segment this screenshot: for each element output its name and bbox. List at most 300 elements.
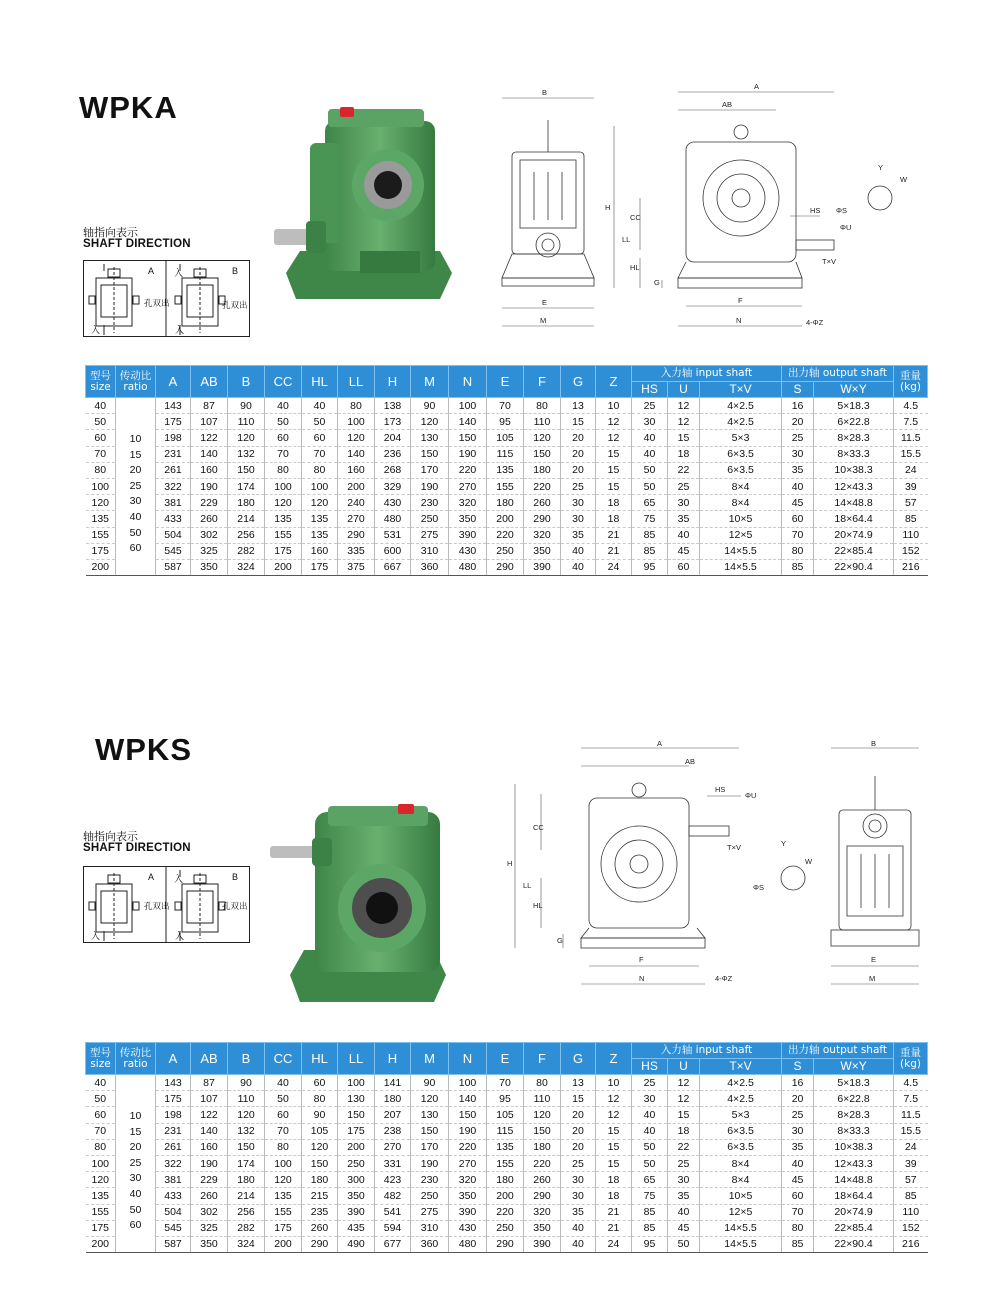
table-cell: 50 <box>668 1236 700 1252</box>
th-ab: AB <box>191 1043 228 1075</box>
table-cell: 261 <box>156 462 191 478</box>
table-cell: 15 <box>668 430 700 446</box>
table-cell: 100 <box>265 1155 302 1171</box>
cell-size: 175 <box>86 1220 116 1236</box>
table-cell: 10×38.3 <box>814 1139 894 1155</box>
dim-m: M <box>540 316 547 325</box>
table-cell: 80 <box>524 1075 561 1091</box>
table-cell: 50 <box>302 414 338 430</box>
table-row <box>86 527 928 543</box>
table-cell: 322 <box>156 478 191 494</box>
table-cell: 15 <box>596 1123 632 1139</box>
table-cell: 160 <box>191 1139 228 1155</box>
table-cell: 12 <box>668 1075 700 1091</box>
table-cell: 150 <box>524 446 561 462</box>
table-cell: 433 <box>156 1188 191 1204</box>
table-cell: 40 <box>302 398 338 414</box>
table-cell: 140 <box>449 414 487 430</box>
table-cell: 40 <box>668 527 700 543</box>
dim-s: ΦS <box>753 883 764 892</box>
table-cell: 240 <box>338 495 375 511</box>
table-row <box>86 478 928 494</box>
table-cell: 35 <box>668 511 700 527</box>
table-cell: 545 <box>156 1220 191 1236</box>
table-cell: 135 <box>302 527 338 543</box>
shaft-direction-en: SHAFT DIRECTION <box>83 238 191 250</box>
table-cell: 587 <box>156 1236 191 1252</box>
table-cell: 600 <box>375 543 411 559</box>
th-cc: CC <box>265 1043 302 1075</box>
table-cell: 6×3.5 <box>700 462 782 478</box>
table-cell: 15 <box>596 478 632 494</box>
table-cell: 60 <box>668 559 700 575</box>
shaft-direction-en: SHAFT DIRECTION <box>83 842 191 854</box>
cell-size: 155 <box>86 1204 116 1220</box>
table-cell: 110 <box>228 1091 265 1107</box>
table-cell: 236 <box>375 446 411 462</box>
table-cell: 100 <box>449 1075 487 1091</box>
table-row <box>86 1220 928 1236</box>
table-cell: 229 <box>191 495 228 511</box>
cell-size: 135 <box>86 511 116 527</box>
table-cell: 11.5 <box>894 430 928 446</box>
table-cell: 40 <box>782 1155 814 1171</box>
table-cell: 238 <box>375 1123 411 1139</box>
table-cell: 50 <box>265 414 302 430</box>
table-cell: 335 <box>338 543 375 559</box>
table-cell: 140 <box>191 1123 228 1139</box>
table-cell: 180 <box>302 1172 338 1188</box>
dim-hl: HL <box>630 263 640 272</box>
table-row <box>86 1172 928 1188</box>
table-cell: 15 <box>596 1139 632 1155</box>
table-cell: 95 <box>487 1091 524 1107</box>
dim-f: F <box>639 955 644 964</box>
table-cell: 14×5.5 <box>700 1220 782 1236</box>
table-cell: 21 <box>596 1220 632 1236</box>
table-cell: 256 <box>228 527 265 543</box>
table-cell: 4×2.5 <box>700 398 782 414</box>
table-cell: 390 <box>449 527 487 543</box>
table-cell: 110 <box>524 414 561 430</box>
table-cell: 120 <box>524 430 561 446</box>
dim-w: W <box>900 175 908 184</box>
table-cell: 150 <box>449 1107 487 1123</box>
table-cell: 302 <box>191 1204 228 1220</box>
table-cell: 250 <box>487 543 524 559</box>
table-cell: 21 <box>596 1204 632 1220</box>
table-cell: 290 <box>487 1236 524 1252</box>
table-cell: 18 <box>596 1172 632 1188</box>
table-cell: 21 <box>596 543 632 559</box>
table-cell: 12 <box>668 398 700 414</box>
th-ab: AB <box>191 366 228 398</box>
table-cell: 45 <box>782 495 814 511</box>
table-cell: 190 <box>449 1123 487 1139</box>
table-cell: 270 <box>375 1139 411 1155</box>
table-cell: 122 <box>191 1107 228 1123</box>
table-cell: 122 <box>191 430 228 446</box>
table-cell: 80 <box>524 398 561 414</box>
table-cell: 45 <box>668 543 700 559</box>
table-cell: 100 <box>338 414 375 430</box>
table-cell: 14×5.5 <box>700 559 782 575</box>
table-cell: 40 <box>632 1123 668 1139</box>
table-cell: 390 <box>524 1236 561 1252</box>
table-cell: 87 <box>191 398 228 414</box>
dim-a: A <box>657 739 663 748</box>
table-cell: 150 <box>524 1123 561 1139</box>
direction-label-in: 入 <box>174 874 184 884</box>
table-cell: 95 <box>487 414 524 430</box>
table-cell: 10 <box>596 398 632 414</box>
table-cell: 220 <box>487 527 524 543</box>
table-cell: 198 <box>156 1107 191 1123</box>
table-cell: 80 <box>302 1091 338 1107</box>
table-cell: 40 <box>265 398 302 414</box>
th-b: B <box>228 1043 265 1075</box>
table-cell: 40 <box>632 1107 668 1123</box>
table-cell: 25 <box>668 478 700 494</box>
table-cell: 85 <box>632 1204 668 1220</box>
th-z: Z <box>596 1043 632 1075</box>
table-cell: 12×43.3 <box>814 478 894 494</box>
table-cell: 120 <box>265 1172 302 1188</box>
table-cell: 6×3.5 <box>700 446 782 462</box>
th-weight <box>894 1043 928 1075</box>
table-cell: 190 <box>411 1155 449 1171</box>
table-row <box>86 1075 928 1091</box>
table-cell: 25 <box>782 430 814 446</box>
cell-size: 70 <box>86 1123 116 1139</box>
cell-size: 120 <box>86 495 116 511</box>
table-cell: 120 <box>228 1107 265 1123</box>
table-cell: 115 <box>487 1123 524 1139</box>
table-cell: 235 <box>302 1204 338 1220</box>
table-cell: 25 <box>561 478 596 494</box>
table-cell: 160 <box>191 462 228 478</box>
table-cell: 8×28.3 <box>814 430 894 446</box>
table-row <box>86 1204 928 1220</box>
table-row <box>86 1123 928 1139</box>
table-cell: 350 <box>338 1188 375 1204</box>
table-cell: 12 <box>596 1091 632 1107</box>
table-cell: 290 <box>487 559 524 575</box>
table-row <box>86 543 928 559</box>
dim-cc: CC <box>630 213 641 222</box>
table-cell: 75 <box>632 511 668 527</box>
table-cell: 290 <box>524 511 561 527</box>
th-h: H <box>375 366 411 398</box>
dim-b: B <box>542 88 548 97</box>
table-cell: 90 <box>411 398 449 414</box>
dim-z: 4-ΦZ <box>806 318 824 327</box>
table-cell: 22×85.4 <box>814 1220 894 1236</box>
table-row <box>86 495 928 511</box>
table-cell: 152 <box>894 1220 928 1236</box>
table-cell: 170 <box>411 462 449 478</box>
table-cell: 40 <box>561 1220 596 1236</box>
table-cell: 18 <box>596 1188 632 1204</box>
table-cell: 75 <box>632 1188 668 1204</box>
table-cell: 15 <box>561 1091 596 1107</box>
table-cell: 200 <box>487 511 524 527</box>
table-cell: 22×90.4 <box>814 1236 894 1252</box>
table-cell: 120 <box>302 495 338 511</box>
table-cell: 360 <box>411 559 449 575</box>
th-ratio <box>116 1043 156 1075</box>
table-cell: 20 <box>561 1123 596 1139</box>
table-cell: 30 <box>782 1123 814 1139</box>
table-cell: 216 <box>894 559 928 575</box>
dim-u: ΦU <box>840 223 852 232</box>
table-cell: 10×5 <box>700 511 782 527</box>
table-cell: 30 <box>632 414 668 430</box>
th-a: A <box>156 1043 191 1075</box>
table-cell: 220 <box>449 1139 487 1155</box>
cell-ratio: 10 15 20 25 30 40 50 60 <box>116 1091 156 1253</box>
table-cell: 90 <box>302 1107 338 1123</box>
table-cell: 40 <box>668 1204 700 1220</box>
table-cell: 57 <box>894 495 928 511</box>
table-cell: 35 <box>782 1139 814 1155</box>
table-cell: 310 <box>411 543 449 559</box>
cell-size: 100 <box>86 478 116 494</box>
th-ratio-cn: 传动比 <box>119 369 152 382</box>
th-cc: CC <box>265 366 302 398</box>
table-cell: 140 <box>338 446 375 462</box>
table-cell: 480 <box>449 559 487 575</box>
table-cell: 8×4 <box>700 478 782 494</box>
table-cell: 70 <box>487 1075 524 1091</box>
th-s: S <box>782 1059 814 1075</box>
table-cell: 381 <box>156 1172 191 1188</box>
th-ratio-en: ratio <box>123 1057 148 1070</box>
table-cell: 135 <box>302 511 338 527</box>
table-cell: 135 <box>487 462 524 478</box>
cell-size: 155 <box>86 527 116 543</box>
dim-tv: T×V <box>727 843 741 852</box>
wpka-spec-table <box>85 365 928 576</box>
table-cell: 60 <box>302 1075 338 1091</box>
table-cell: 85 <box>632 527 668 543</box>
table-cell: 8×4 <box>700 495 782 511</box>
table-cell: 180 <box>375 1091 411 1107</box>
table-cell: 230 <box>411 1172 449 1188</box>
table-cell: 587 <box>156 559 191 575</box>
table-cell: 60 <box>302 430 338 446</box>
table-cell: 14×5.5 <box>700 543 782 559</box>
dim-y: Y <box>781 839 787 848</box>
table-cell: 25 <box>561 1155 596 1171</box>
cell-size: 40 <box>86 1075 116 1091</box>
table-cell: 24 <box>894 462 928 478</box>
table-cell: 10×5 <box>700 1188 782 1204</box>
table-cell: 290 <box>524 1188 561 1204</box>
th-output-shaft: 出力轴 output shaft <box>782 366 894 382</box>
table-cell: 150 <box>228 462 265 478</box>
table-cell: 120 <box>338 430 375 446</box>
table-cell: 12×5 <box>700 527 782 543</box>
table-cell: 15 <box>596 446 632 462</box>
table-cell: 16 <box>782 1075 814 1091</box>
cell-ratio: 10 15 20 25 30 40 50 60 <box>116 414 156 576</box>
th-ratio-en: ratio <box>123 380 148 393</box>
table-cell: 85 <box>894 1188 928 1204</box>
table-cell: 120 <box>265 495 302 511</box>
table-cell: 95 <box>632 559 668 575</box>
table-cell: 8×33.3 <box>814 1123 894 1139</box>
table-cell: 12×43.3 <box>814 1155 894 1171</box>
th-s: S <box>782 382 814 398</box>
th-a: A <box>156 366 191 398</box>
table-cell: 6×22.8 <box>814 1091 894 1107</box>
table-cell: 545 <box>156 543 191 559</box>
table-cell: 11.5 <box>894 1107 928 1123</box>
table-cell: 390 <box>524 559 561 575</box>
dim-ll: LL <box>523 881 532 890</box>
table-cell: 57 <box>894 1172 928 1188</box>
table-cell: 310 <box>411 1220 449 1236</box>
cell-size: 120 <box>86 1172 116 1188</box>
wpka-table-body <box>86 398 928 576</box>
table-cell: 138 <box>375 398 411 414</box>
table-cell: 325 <box>191 543 228 559</box>
dim-h: H <box>507 859 513 868</box>
table-cell: 70 <box>782 1204 814 1220</box>
table-cell: 504 <box>156 527 191 543</box>
table-cell: 329 <box>375 478 411 494</box>
dim-ll: LL <box>622 235 631 244</box>
table-cell: 200 <box>338 1139 375 1155</box>
table-cell: 30 <box>668 1172 700 1188</box>
table-cell: 90 <box>411 1075 449 1091</box>
table-cell: 6×3.5 <box>700 1123 782 1139</box>
dim-cc: CC <box>533 823 544 832</box>
table-cell: 85 <box>632 1220 668 1236</box>
table-cell: 490 <box>338 1236 375 1252</box>
cell-ratio-empty <box>116 1075 156 1091</box>
th-hl: HL <box>302 366 338 398</box>
table-cell: 105 <box>302 1123 338 1139</box>
table-cell: 40 <box>632 430 668 446</box>
table-cell: 12×5 <box>700 1204 782 1220</box>
table-cell: 50 <box>632 478 668 494</box>
table-cell: 220 <box>524 1155 561 1171</box>
table-row <box>86 1155 928 1171</box>
table-cell: 331 <box>375 1155 411 1171</box>
table-cell: 260 <box>524 1172 561 1188</box>
table-row <box>86 511 928 527</box>
wpks-spec-table <box>85 1042 928 1253</box>
table-cell: 5×3 <box>700 430 782 446</box>
th-n: N <box>449 1043 487 1075</box>
table-cell: 70 <box>265 1123 302 1139</box>
table-cell: 152 <box>894 543 928 559</box>
th-tv: T×V <box>700 382 782 398</box>
table-cell: 20 <box>782 414 814 430</box>
table-cell: 50 <box>632 462 668 478</box>
th-size-cn: 型号 <box>90 369 111 382</box>
table-cell: 80 <box>782 543 814 559</box>
table-cell: 130 <box>411 430 449 446</box>
table-cell: 20×74.9 <box>814 527 894 543</box>
table-cell: 190 <box>191 478 228 494</box>
dim-b: B <box>871 739 877 748</box>
table-cell: 350 <box>524 543 561 559</box>
th-b: B <box>228 366 265 398</box>
table-row <box>86 1236 928 1252</box>
table-cell: 275 <box>411 527 449 543</box>
direction-label-a: A <box>148 872 155 882</box>
cell-size: 50 <box>86 414 116 430</box>
table-cell: 80 <box>338 398 375 414</box>
direction-double-out: 孔双出 <box>144 901 170 911</box>
th-weight-en: (kg) <box>900 380 921 393</box>
th-size-cn: 型号 <box>90 1046 111 1059</box>
th-output-shaft: 出力轴 output shaft <box>782 1043 894 1059</box>
table-cell: 220 <box>449 462 487 478</box>
table-cell: 18×64.4 <box>814 1188 894 1204</box>
th-n: N <box>449 366 487 398</box>
shaft-direction-diagram <box>83 260 250 337</box>
section-wpka <box>0 0 990 600</box>
table-cell: 482 <box>375 1188 411 1204</box>
table-cell: 8×28.3 <box>814 1107 894 1123</box>
th-ll: LL <box>338 366 375 398</box>
table-cell: 130 <box>411 1107 449 1123</box>
direction-double-out: 孔双出 <box>144 298 170 308</box>
table-cell: 320 <box>449 1172 487 1188</box>
table-cell: 8×4 <box>700 1172 782 1188</box>
table-cell: 18 <box>668 1123 700 1139</box>
table-cell: 175 <box>338 1123 375 1139</box>
th-ratio-cn: 传动比 <box>119 1046 152 1059</box>
table-cell: 667 <box>375 559 411 575</box>
table-cell: 30 <box>561 1188 596 1204</box>
table-cell: 214 <box>228 1188 265 1204</box>
table-cell: 15 <box>561 414 596 430</box>
table-cell: 18 <box>668 446 700 462</box>
table-cell: 120 <box>524 1107 561 1123</box>
table-cell: 5×3 <box>700 1107 782 1123</box>
table-cell: 256 <box>228 1204 265 1220</box>
table-cell: 260 <box>302 1220 338 1236</box>
dim-s: ΦS <box>836 206 847 215</box>
table-cell: 16 <box>782 398 814 414</box>
table-cell: 250 <box>411 511 449 527</box>
table-cell: 220 <box>524 478 561 494</box>
table-cell: 150 <box>302 1155 338 1171</box>
table-cell: 160 <box>338 462 375 478</box>
table-cell: 107 <box>191 414 228 430</box>
table-cell: 107 <box>191 1091 228 1107</box>
table-cell: 50 <box>632 1155 668 1171</box>
th-g: G <box>561 366 596 398</box>
table-cell: 260 <box>191 1188 228 1204</box>
table-cell: 6×22.8 <box>814 414 894 430</box>
table-cell: 381 <box>156 495 191 511</box>
cell-size: 50 <box>86 1091 116 1107</box>
th-hl: HL <box>302 1043 338 1075</box>
table-cell: 250 <box>411 1188 449 1204</box>
th-z: Z <box>596 366 632 398</box>
table-cell: 25 <box>668 1155 700 1171</box>
cell-size: 70 <box>86 446 116 462</box>
table-cell: 180 <box>524 1139 561 1155</box>
table-cell: 170 <box>411 1139 449 1155</box>
dim-ab: AB <box>722 100 733 109</box>
